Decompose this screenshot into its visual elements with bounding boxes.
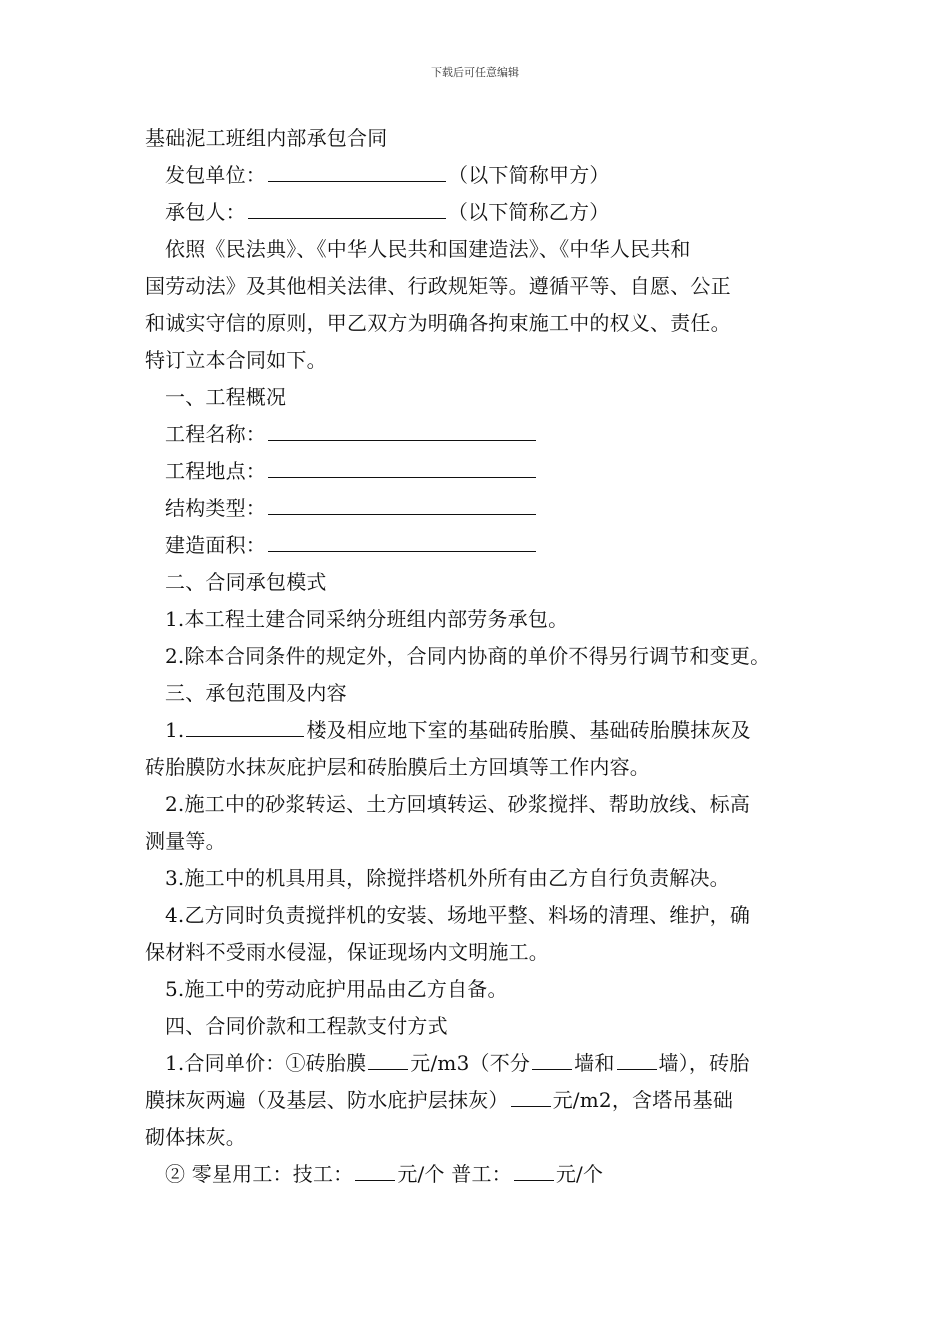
scope-item-5: 5.施工中的劳动庇护用品由乙方自备。 bbox=[165, 977, 508, 1001]
price-line-1 bbox=[145, 1045, 825, 1082]
project-location-row bbox=[145, 453, 825, 490]
skilled-labor-blank[interactable] bbox=[355, 1158, 395, 1181]
intro-line: 依照《民法典》、《中华人民共和国建造法》、《中华人民共和 bbox=[165, 237, 691, 261]
clause: 1.本工程土建合同采纳分班组内部劳务承包。 bbox=[165, 607, 569, 631]
price-text: 墙和 bbox=[574, 1051, 615, 1075]
price-text: 元/个 bbox=[555, 1162, 604, 1186]
party-b-row bbox=[145, 194, 825, 231]
price-line-2 bbox=[145, 1082, 825, 1119]
brick-mold-price-blank[interactable] bbox=[368, 1047, 408, 1070]
project-name-blank[interactable] bbox=[268, 418, 536, 441]
party-a-note: （以下简称甲方） bbox=[448, 163, 610, 187]
plaster-price-blank[interactable] bbox=[511, 1084, 551, 1107]
field-label: 建造面积： bbox=[165, 533, 266, 557]
project-name-row bbox=[145, 416, 825, 453]
party-a-row bbox=[145, 157, 825, 194]
intro-line: 国劳动法》及其他相关法律、行政规矩等。遵循平等、自愿、公正 bbox=[145, 274, 731, 298]
price-text: 元/m2，含塔吊基础 bbox=[552, 1088, 734, 1112]
labor-price-line bbox=[145, 1156, 825, 1193]
item-number: 1. bbox=[165, 718, 185, 742]
section-4-title: 四、合同价款和工程款支付方式 bbox=[165, 1014, 448, 1038]
price-text: 元/m3（不分 bbox=[410, 1051, 531, 1075]
scope-item-2-cont: 测量等。 bbox=[145, 829, 226, 853]
page-header: 下载后可任意编辑 bbox=[431, 66, 519, 79]
document-title: 基础泥工班组内部承包合同 bbox=[145, 126, 388, 150]
scope-item-1 bbox=[145, 712, 825, 749]
project-location-blank[interactable] bbox=[268, 455, 536, 478]
section-3-title: 三、承包范围及内容 bbox=[165, 681, 347, 705]
intro-line: 特订立本合同如下。 bbox=[145, 348, 327, 372]
wall-type-blank[interactable] bbox=[617, 1047, 657, 1070]
building-blank[interactable] bbox=[186, 714, 304, 737]
party-b-label: 承包人： bbox=[165, 200, 246, 224]
party-a-blank[interactable] bbox=[268, 159, 446, 182]
scope-item-3: 3.施工中的机具用具，除搅拌塔机外所有由乙方自行负责解决。 bbox=[165, 866, 730, 890]
party-b-blank[interactable] bbox=[248, 196, 446, 219]
price-text: 1.合同单价：①砖胎膜 bbox=[165, 1051, 367, 1075]
wall-type-blank[interactable] bbox=[532, 1047, 572, 1070]
price-line-3: 砌体抹灰。 bbox=[145, 1125, 246, 1149]
intro-line: 和诚实守信的原则，甲乙双方为明确各拘束施工中的权义、责任。 bbox=[145, 311, 731, 335]
party-a-label: 发包单位： bbox=[165, 163, 266, 187]
scope-item-4: 4.乙方同时负责搅拌机的安装、场地平整、料场的清理、维护，确 bbox=[165, 903, 751, 927]
scope-item-1-cont: 砖胎膜防水抹灰庇护层和砖胎膜后土方回填等工作内容。 bbox=[145, 755, 650, 779]
building-area-blank[interactable] bbox=[268, 529, 536, 552]
structure-type-row bbox=[145, 490, 825, 527]
party-b-note: （以下简称乙方） bbox=[447, 200, 610, 224]
field-label: 工程名称： bbox=[165, 422, 266, 446]
scope-item-2: 2.施工中的砂浆转运、土方回填转运、砂浆搅拌、帮助放线、标高 bbox=[165, 792, 751, 816]
general-labor-blank[interactable] bbox=[514, 1158, 554, 1181]
price-text: 膜抹灰两遍（及基层、防水庇护层抹灰） bbox=[145, 1088, 509, 1112]
scope-item-4-cont: 保材料不受雨水侵湿，保证现场内文明施工。 bbox=[145, 940, 549, 964]
price-text: 元/个 普工： bbox=[397, 1162, 512, 1186]
price-text: 墙），砖胎 bbox=[658, 1051, 750, 1075]
contract-body bbox=[145, 120, 825, 1193]
section-2-title: 二、合同承包模式 bbox=[165, 570, 327, 594]
clause: 2.除本合同条件的规定外，合同内协商的单价不得另行调节和变更。 bbox=[165, 644, 771, 668]
item-text: 楼及相应地下室的基础砖胎膜、基础砖胎膜抹灰及 bbox=[306, 718, 751, 742]
section-1-title: 一、工程概况 bbox=[165, 385, 287, 409]
building-area-row bbox=[145, 527, 825, 564]
structure-type-blank[interactable] bbox=[268, 492, 536, 515]
field-label: 结构类型： bbox=[165, 496, 266, 520]
price-text: ② 零星用工：技工： bbox=[165, 1162, 354, 1186]
field-label: 工程地点： bbox=[165, 459, 266, 483]
